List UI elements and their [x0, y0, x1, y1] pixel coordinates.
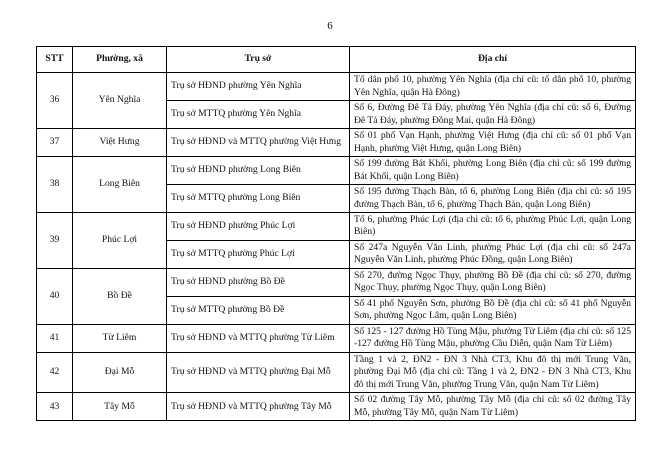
office-cell: Trụ sở MTTQ phường Long Biên	[167, 185, 350, 213]
address-cell: Số 02 đường Tây Mỗ, phường Tây Mỗ (địa chỉ cũ: số 02 đường Tây Mỗ, phường Tây Mỗ, quận Nam Từ Liêm)	[350, 393, 636, 421]
address-cell: Số 6, Đường Đê Tả Đáy, phường Yên Nghĩa (địa chỉ cũ: số 6, Đường Đê Tả Đáy, phường Đồng Mai, quận Hà Đông)	[350, 101, 636, 129]
office-cell: Trụ sở HĐND phường Phúc Lợi	[167, 213, 350, 241]
stt-cell: 37	[37, 129, 73, 157]
ward-cell: Việt Hưng	[73, 129, 167, 157]
office-cell: Trụ sở MTTQ phường Phúc Lợi	[167, 240, 350, 268]
address-cell: Số 01 phố Vạn Hạnh, phường Việt Hưng (địa chỉ cũ: số 01 phố Vạn Hạnh, phường Việt Hưng, quận Long Biên)	[350, 129, 636, 157]
office-cell: Trụ sở MTTQ phường Bồ Đề	[167, 296, 350, 324]
ward-cell: Bồ Đề	[73, 268, 167, 324]
header-ward: Phường, xã	[73, 47, 167, 73]
office-cell: Trụ sở HĐND và MTTQ phường Đại Mỗ	[167, 352, 350, 392]
office-cell: Trụ sở HĐND và MTTQ phường Từ Liêm	[167, 324, 350, 352]
header-address: Địa chỉ	[350, 47, 636, 73]
stt-cell: 36	[37, 73, 73, 129]
table-row	[37, 157, 636, 185]
ward-cell: Long Biên	[73, 157, 167, 213]
stt-cell: 42	[37, 352, 73, 392]
table-row	[37, 213, 636, 241]
address-cell: Tổ dân phố 10, phường Yên Nghĩa (địa chỉ cũ: tổ dân phố 10, phường Yên Nghĩa, quận Hà Đông)	[350, 73, 636, 101]
ward-cell: Đại Mỗ	[73, 352, 167, 392]
office-address-table	[36, 46, 636, 421]
header-stt: STT	[37, 47, 73, 73]
address-cell: Tổ 6, phường Phúc Lợi (địa chỉ cũ: tổ 6, phường Phúc Lợi, quận Long Biên)	[350, 213, 636, 241]
address-cell: Số 270, đường Ngọc Thụy, phường Bồ Đề (địa chỉ cũ: số 270, đường Ngọc Thụy, phường Ngọc Thụy, quận Long Biên)	[350, 268, 636, 296]
table-row	[37, 352, 636, 392]
header-office: Trụ sở	[167, 47, 350, 73]
office-cell: Trụ sở HĐND phường Long Biên	[167, 157, 350, 185]
ward-cell: Tây Mỗ	[73, 393, 167, 421]
office-cell: Trụ sở HĐND phường Yên Nghĩa	[167, 73, 350, 101]
stt-cell: 43	[37, 393, 73, 421]
ward-cell: Yên Nghĩa	[73, 73, 167, 129]
table-header-row	[37, 47, 636, 73]
table-row	[37, 73, 636, 101]
stt-cell: 40	[37, 268, 73, 324]
ward-cell: Phúc Lợi	[73, 213, 167, 269]
page-number: 6	[327, 20, 333, 32]
office-cell: Trụ sở HĐND và MTTQ phường Tây Mỗ	[167, 393, 350, 421]
address-cell: Số 247a Nguyễn Văn Linh, phường Phúc Lợi (địa chỉ cũ: số 247a Nguyễn Văn Linh, phường Phúc Đồng, quận Long Biên)	[350, 240, 636, 268]
table-row	[37, 129, 636, 157]
address-cell: Số 41 phố Nguyễn Sơn, phường Bồ Đề (địa chỉ cũ: số 41 phố Nguyễn Sơn, phường Ngọc Lâm, quận Long Biên)	[350, 296, 636, 324]
stt-cell: 41	[37, 324, 73, 352]
office-cell: Trụ sở HĐND và MTTQ phường Việt Hưng	[167, 129, 350, 157]
address-cell: Tầng 1 và 2, ĐN2 - ĐN 3 Nhà CT3, Khu đô thị mới Trung Văn, phường Đại Mỗ (địa chỉ cũ: Tầng 1 và 2, ĐN2 - ĐN 3 Nhà CT3, Khu đô thị mới Trung Văn, phường Trung Văn, quận Nam Từ Liêm)	[350, 352, 636, 392]
table-row	[37, 268, 636, 296]
stt-cell: 39	[37, 213, 73, 269]
table-row	[37, 393, 636, 421]
address-cell: Số 199 đường Bát Khối, phường Long Biên (địa chỉ cũ: số 199 đường Bát Khối, quận Long Biên)	[350, 157, 636, 185]
stt-cell: 38	[37, 157, 73, 213]
office-cell: Trụ sở HĐND phường Bồ Đề	[167, 268, 350, 296]
address-cell: Số 125 - 127 đường Hồ Tùng Mậu, phường Từ Liêm (địa chỉ cũ: số 125 -127 đường Hồ Tùng Mậu, phường Cầu Diễn, quận Nam Từ Liêm)	[350, 324, 636, 352]
table-row	[37, 324, 636, 352]
ward-cell: Từ Liêm	[73, 324, 167, 352]
address-cell: Số 195 đường Thạch Bàn, tổ 6, phường Long Biên (địa chỉ cũ: số 195 đường Thạch Bàn, tổ 6, phường Thạch Bàn, quận Long Biên)	[350, 185, 636, 213]
office-cell: Trụ sở MTTQ phường Yên Nghĩa	[167, 101, 350, 129]
